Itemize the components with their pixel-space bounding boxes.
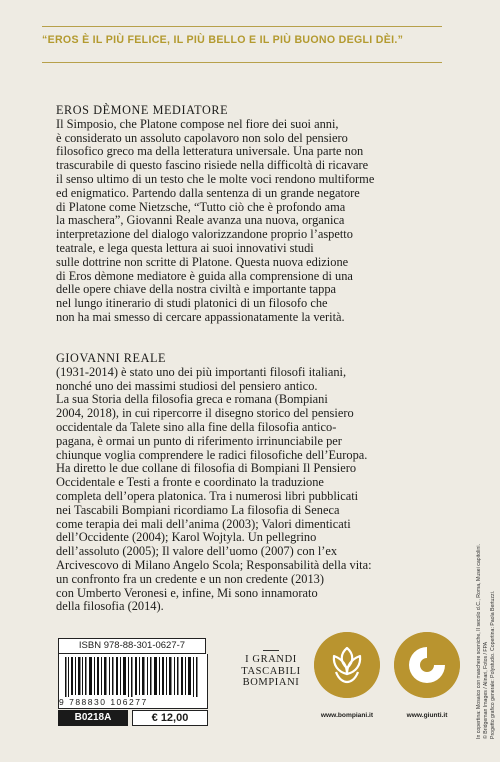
blurb-section	[56, 104, 436, 325]
barcode	[58, 654, 208, 698]
author-bio: (1931-2014) è stato uno dei più importanti filosofi italiani, nonché uno dei massimi studiosi del pensiero antico. La sua Storia della filosofia greca e romana (Bompiani 2004, 2018), in cui ripercorre il disegno storico del pensiero occidentale da Talete sino alla fine della filosofia antico- pagana, è ormai un punto di riferimento irrinunciabile per chiunque voglia comprendere le radici filosofiche dell’Europa. Ha diretto le due collane di filosofia di Bompiani Il Pensiero Occidentale e Testi a fronte e coordinato la traduzione completa dell’opera platonica. Tra i numerosi libri pubblicati nei Tascabili Bompiani ricordiamo La filosofia di Seneca come terapia dei mali dell’anima (2003); Valori dimenticati dell’Occidente (2004); Karol Wojtyla. Un pellegrino dell’assoluto (2005); Il valore dell’uomo (2007) con l’ex Arcivescovo di Milano Angelo Scola; Responsabilità della vita: un confronto fra un credente e un non credente (2013) con Umberto Veronesi e, infine, Mi sono innamorato della filosofia (2014).	[56, 364, 372, 614]
author-section	[56, 352, 436, 614]
bompiani-url-link[interactable]: www.bompiani.it	[320, 712, 374, 719]
credit-line-1: In copertina: Mosaico con maschere sceniche, II secolo d.C., Roma, Musei capitolini.	[476, 544, 482, 739]
blurb-text: Il Simposio, che Platone compose nel fiore dei suoi anni, è considerato un assoluto capolavoro non solo del pensiero filosofico greco ma della letteratura universale. Una parte non trascurabile di questo fascino risiede nella difficoltà di ricavare il senso ultimo di un testo che le molte voci rendono multiforme ed enigmatico. Partendo dalla sentenza di un grande negatore di Platone come Nietzsche, “Tutto ciò che è profondo ama la maschera”, Giovanni Reale avanza una nuova, organica interpretazione del dialogo valorizzandone proprio l’aspetto teatrale, e lega questa lettura ai suoi innovativi studi sulle dottrine non scritte di Platone. Questa nuova edizione di Eros dèmone mediatore è guida alla comprensione di una delle opere chiave della nostra civiltà e importante tappa nel lungo itinerario di studi platonici di un filosofo che non ha mai smesso di cercare appassionatamente la verità.	[56, 116, 375, 324]
blurb-title: EROS DÈMONE MEDIATORE	[56, 103, 229, 117]
barcode-number: 9 788830 106277	[58, 697, 208, 709]
giunti-logo-icon	[394, 632, 460, 698]
bompiani-logo-icon	[314, 632, 380, 698]
price-label: € 12,00	[132, 710, 208, 726]
author-title: GIOVANNI REALE	[56, 351, 167, 365]
quote-rule	[42, 62, 442, 63]
giunti-url-link[interactable]: www.giunti.it	[406, 712, 448, 719]
top-rule	[42, 26, 442, 27]
series-rule	[263, 650, 279, 651]
credit-line-2: © Bridgeman Images / Alinari, Fotos / FPA	[483, 641, 489, 739]
cover-quote: “EROS È IL PIÙ FELICE, IL PIÙ BELLO E IL PIÙ BUONO DEGLI DÈI.”	[42, 34, 404, 46]
credit-line-3: Progetto grafico generale: Polystudio. Copertina: Paola Bertuzzi.	[490, 590, 496, 739]
cover-credits	[472, 545, 500, 745]
isbn-label: ISBN 978-88-301-0627-7	[58, 638, 206, 654]
product-code: B0218A	[58, 710, 128, 726]
series-name: I GRANDI TASCABILI BOMPIANI	[238, 650, 304, 689]
